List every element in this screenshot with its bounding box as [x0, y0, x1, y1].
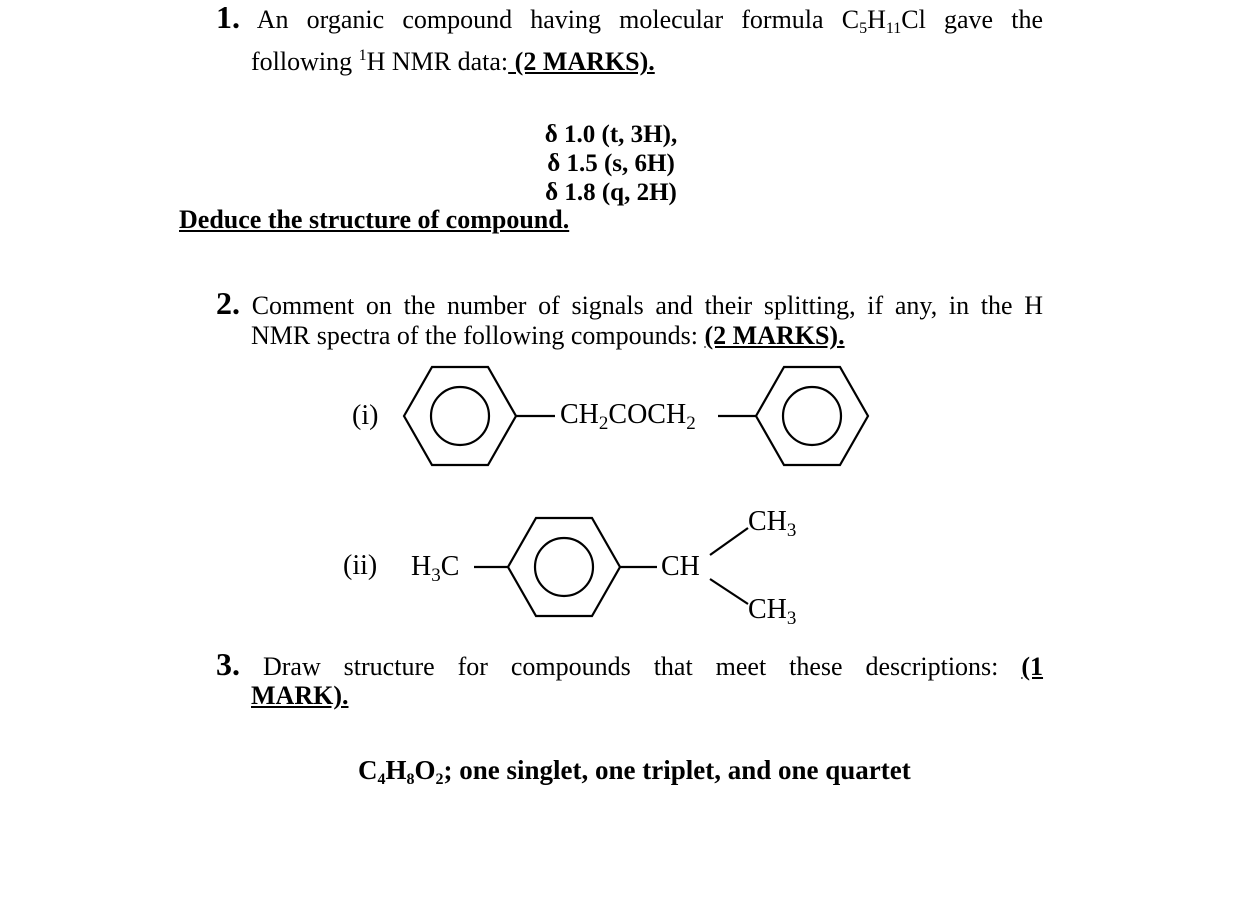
nmr-signal-3: δ 1.8 (q, 2H): [545, 179, 677, 206]
aromatic-circle-i-left: [431, 387, 489, 445]
q3-marks-b: MARK).: [251, 681, 349, 710]
compound-ii-h3c: $H_3C$: [411, 551, 460, 586]
q3-line1: 3. Draw structure for compounds that meet these descriptions: (1: [216, 646, 1044, 682]
bond-ii-ch3-top: [710, 528, 748, 555]
nmr-signal-2: δ 1.5 (s, 6H): [547, 150, 675, 177]
bond-ii-ch3-bottom: [710, 579, 748, 604]
q1-line1-text: An organic compound having molecular formula: [256, 5, 824, 34]
benzene-ring-ii: [508, 518, 620, 616]
q3-description: $C_4H_8O_2$; one singlet, one triplet, and one quartet: [358, 755, 911, 788]
q1-superscript: 1: [358, 47, 367, 64]
compound-ii-ch3-bottom: $CH_3$: [748, 594, 797, 629]
q3-number: 3.: [216, 646, 240, 682]
nmr-signal-1: δ 1.0 (t, 3H),: [544, 121, 678, 148]
q2-line1: 2. Comment on the number of signals and their splitting, if any, in the H: [216, 285, 1044, 321]
compound-ii-ch: CH: [661, 551, 700, 582]
compound-i-label: (i): [352, 400, 379, 431]
q2-marks: (2 MARKS).: [704, 321, 845, 350]
benzene-ring-i-left: [404, 367, 516, 465]
compound-ii-label: (ii): [343, 550, 378, 581]
q1-line2: following $^1$H NMR data: (2 MARKS).: [251, 47, 655, 76]
q1-line1-end: gave the: [944, 5, 1043, 34]
q1-formula: $C_5H_{11}Cl$: [841, 5, 926, 37]
q2-number: 2.: [216, 285, 240, 321]
aromatic-circle-ii: [535, 538, 593, 596]
compound-i-chain: $CH_2COCH_2$: [560, 399, 696, 434]
benzene-ring-i-right: [756, 367, 868, 465]
q1-number: 1.: [216, 0, 240, 35]
q2-line2: NMR spectra of the following compounds: (2 MARKS).: [251, 321, 845, 350]
aromatic-circle-i-right: [783, 387, 841, 445]
compound-ii-ch3-top: $CH_3$: [748, 506, 797, 541]
q1-marks: (2 MARKS).: [508, 47, 655, 76]
q1-deduce: Deduce the structure of compound.: [179, 205, 570, 234]
q3-marks-a: (1: [1021, 652, 1044, 681]
